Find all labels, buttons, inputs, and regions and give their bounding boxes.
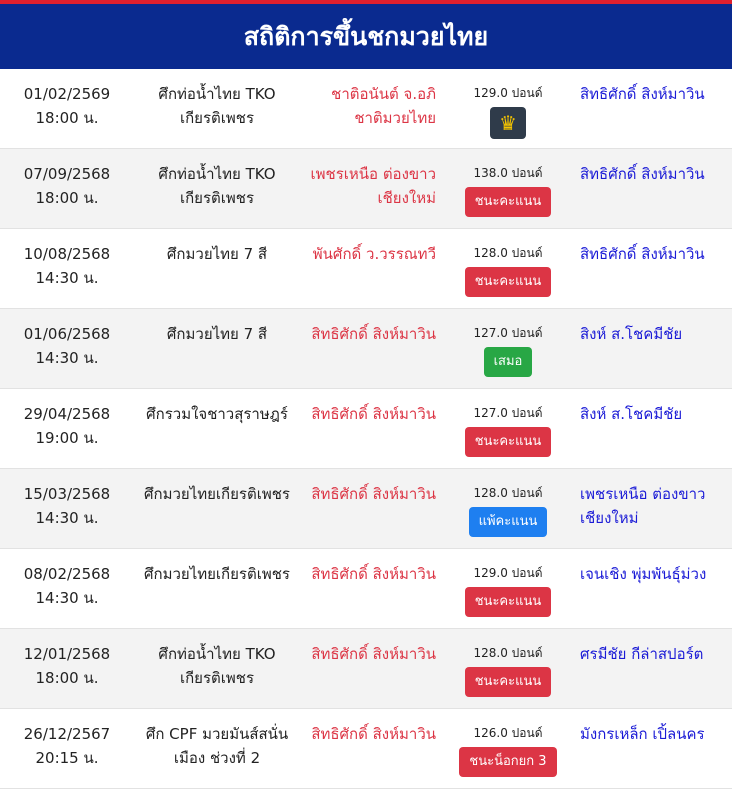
result-badge: ชนะคะแนน bbox=[465, 667, 552, 697]
fighter-name[interactable]: เพชรเหนือ ต่องขาวเชียงใหม่ bbox=[310, 165, 436, 207]
opponent-name[interactable]: สิทธิศักดิ์ สิงห์มาวิน bbox=[580, 165, 705, 183]
fighter-name[interactable]: สิทธิศักดิ์ สิงห์มาวิน bbox=[311, 485, 436, 503]
fighter-name[interactable]: ชาติอนันต์ จ.อภิชาติมวยไทย bbox=[331, 85, 436, 127]
opponent-name[interactable]: สิทธิศักดิ์ สิงห์มาวิน bbox=[580, 245, 705, 263]
weight-label: 129.0 ปอนด์ bbox=[473, 86, 543, 100]
fight-time: 18:00 น. bbox=[35, 189, 99, 207]
fight-date-cell bbox=[8, 482, 126, 530]
result-cell bbox=[454, 485, 562, 537]
fighter-name[interactable]: สิทธิศักดิ์ สิงห์มาวิน bbox=[311, 405, 436, 423]
event-name[interactable]: ศึกมวยไทยเกียรติเพชร bbox=[144, 485, 290, 503]
fight-date: 26/12/2567 bbox=[23, 725, 111, 743]
event-name[interactable]: ศึกรวมใจชาวสุราษฎร์ bbox=[146, 405, 288, 423]
weight-label: 127.0 ปอนด์ bbox=[473, 326, 543, 340]
opponent-name[interactable]: สิทธิศักดิ์ สิงห์มาวิน bbox=[580, 85, 705, 103]
fighter-name[interactable]: สิทธิศักดิ์ สิงห์มาวิน bbox=[311, 565, 436, 583]
fighter-name[interactable]: พันศักดิ์ ว.วรรณทวี bbox=[312, 245, 436, 263]
fight-date-cell bbox=[8, 242, 126, 290]
event-name[interactable]: ศึกท่อน้ำไทย TKO เกียรติเพชร bbox=[158, 645, 276, 687]
fighter-name[interactable]: สิทธิศักดิ์ สิงห์มาวิน bbox=[311, 325, 436, 343]
fight-date-cell bbox=[8, 722, 126, 770]
fight-row bbox=[0, 629, 732, 709]
fight-row bbox=[0, 69, 732, 149]
fight-date-cell bbox=[8, 322, 126, 370]
opponent-name[interactable]: สิงห์ ส.โชคมีชัย bbox=[580, 405, 683, 423]
fight-time: 14:30 น. bbox=[35, 509, 99, 527]
opponent-name[interactable]: สิงห์ ส.โชคมีชัย bbox=[580, 325, 683, 343]
fight-row bbox=[0, 389, 732, 469]
event-name[interactable]: ศึก CPF มวยมันส์สนั่นเมือง ช่วงที่ 2 bbox=[145, 725, 289, 767]
result-cell bbox=[454, 245, 562, 297]
result-cell bbox=[454, 565, 562, 617]
fighter-name[interactable]: สิทธิศักดิ์ สิงห์มาวิน bbox=[311, 725, 436, 743]
fight-date: 07/09/2568 bbox=[23, 165, 111, 183]
fight-date-cell bbox=[8, 562, 126, 610]
weight-label: 128.0 ปอนด์ bbox=[473, 486, 543, 500]
fight-date: 15/03/2568 bbox=[23, 485, 111, 503]
result-badge: แพ้คะแนน bbox=[469, 507, 548, 537]
result-cell bbox=[454, 725, 562, 777]
fight-date: 01/06/2568 bbox=[23, 325, 111, 343]
result-cell bbox=[454, 645, 562, 697]
weight-label: 127.0 ปอนด์ bbox=[473, 406, 543, 420]
fight-time: 18:00 น. bbox=[35, 669, 99, 687]
weight-label: 129.0 ปอนด์ bbox=[473, 566, 543, 580]
weight-label: 128.0 ปอนด์ bbox=[473, 646, 543, 660]
result-cell bbox=[454, 85, 562, 139]
opponent-name[interactable]: เพชรเหนือ ต่องขาวเชียงใหม่ bbox=[580, 485, 706, 527]
result-badge: ชนะคะแนน bbox=[465, 427, 552, 457]
fight-row bbox=[0, 549, 732, 629]
result-cell bbox=[454, 165, 562, 217]
fighter-name[interactable]: สิทธิศักดิ์ สิงห์มาวิน bbox=[311, 645, 436, 663]
fight-time: 20:15 น. bbox=[35, 749, 99, 767]
fight-row bbox=[0, 309, 732, 389]
opponent-name[interactable]: เจนเชิง พุ่มพันธุ์ม่วง bbox=[580, 565, 707, 583]
fight-date: 08/02/2568 bbox=[23, 565, 111, 583]
fight-time: 14:30 น. bbox=[35, 269, 99, 287]
result-cell bbox=[454, 405, 562, 457]
fight-time: 14:30 น. bbox=[35, 589, 99, 607]
opponent-name[interactable]: มังกรเหล็ก เปิ้ลนคร bbox=[580, 725, 705, 743]
result-badge: ชนะคะแนน bbox=[465, 267, 552, 297]
fight-row bbox=[0, 229, 732, 309]
opponent-name[interactable]: ศรมีชัย กีล่าสปอร์ต bbox=[580, 645, 704, 663]
page-title: สถิติการขึ้นชกมวยไทย bbox=[243, 21, 489, 51]
weight-label: 126.0 ปอนด์ bbox=[473, 726, 543, 740]
fight-date: 29/04/2568 bbox=[23, 405, 111, 423]
result-badge: ชนะคะแนน bbox=[465, 587, 552, 617]
event-name[interactable]: ศึกมวยไทย 7 สี bbox=[166, 245, 268, 263]
fight-time: 19:00 น. bbox=[35, 429, 99, 447]
fight-row bbox=[0, 709, 732, 789]
weight-label: 128.0 ปอนด์ bbox=[473, 246, 543, 260]
result-cell bbox=[454, 325, 562, 377]
weight-label: 138.0 ปอนด์ bbox=[473, 166, 543, 180]
fight-date: 12/01/2568 bbox=[23, 645, 111, 663]
fight-date-cell bbox=[8, 162, 126, 210]
fight-row bbox=[0, 149, 732, 229]
fight-row bbox=[0, 469, 732, 549]
fight-date-cell bbox=[8, 642, 126, 690]
fight-date: 10/08/2568 bbox=[23, 245, 111, 263]
event-name[interactable]: ศึกมวยไทย 7 สี bbox=[166, 325, 268, 343]
result-badge: ชนะน็อกยก 3 bbox=[459, 747, 556, 777]
fight-record-list bbox=[0, 69, 732, 789]
fight-time: 18:00 น. bbox=[35, 109, 99, 127]
page-header bbox=[0, 4, 732, 69]
fight-date-cell bbox=[8, 82, 126, 130]
result-badge: ชนะคะแนน bbox=[465, 187, 552, 217]
event-name[interactable]: ศึกท่อน้ำไทย TKO เกียรติเพชร bbox=[158, 85, 276, 127]
crown-icon: ♛ bbox=[490, 107, 526, 139]
fight-date-cell bbox=[8, 402, 126, 450]
result-badge: เสมอ bbox=[484, 347, 533, 377]
fight-date: 01/02/2569 bbox=[23, 85, 111, 103]
fight-time: 14:30 น. bbox=[35, 349, 99, 367]
event-name[interactable]: ศึกท่อน้ำไทย TKO เกียรติเพชร bbox=[158, 165, 276, 207]
event-name[interactable]: ศึกมวยไทยเกียรติเพชร bbox=[144, 565, 290, 583]
